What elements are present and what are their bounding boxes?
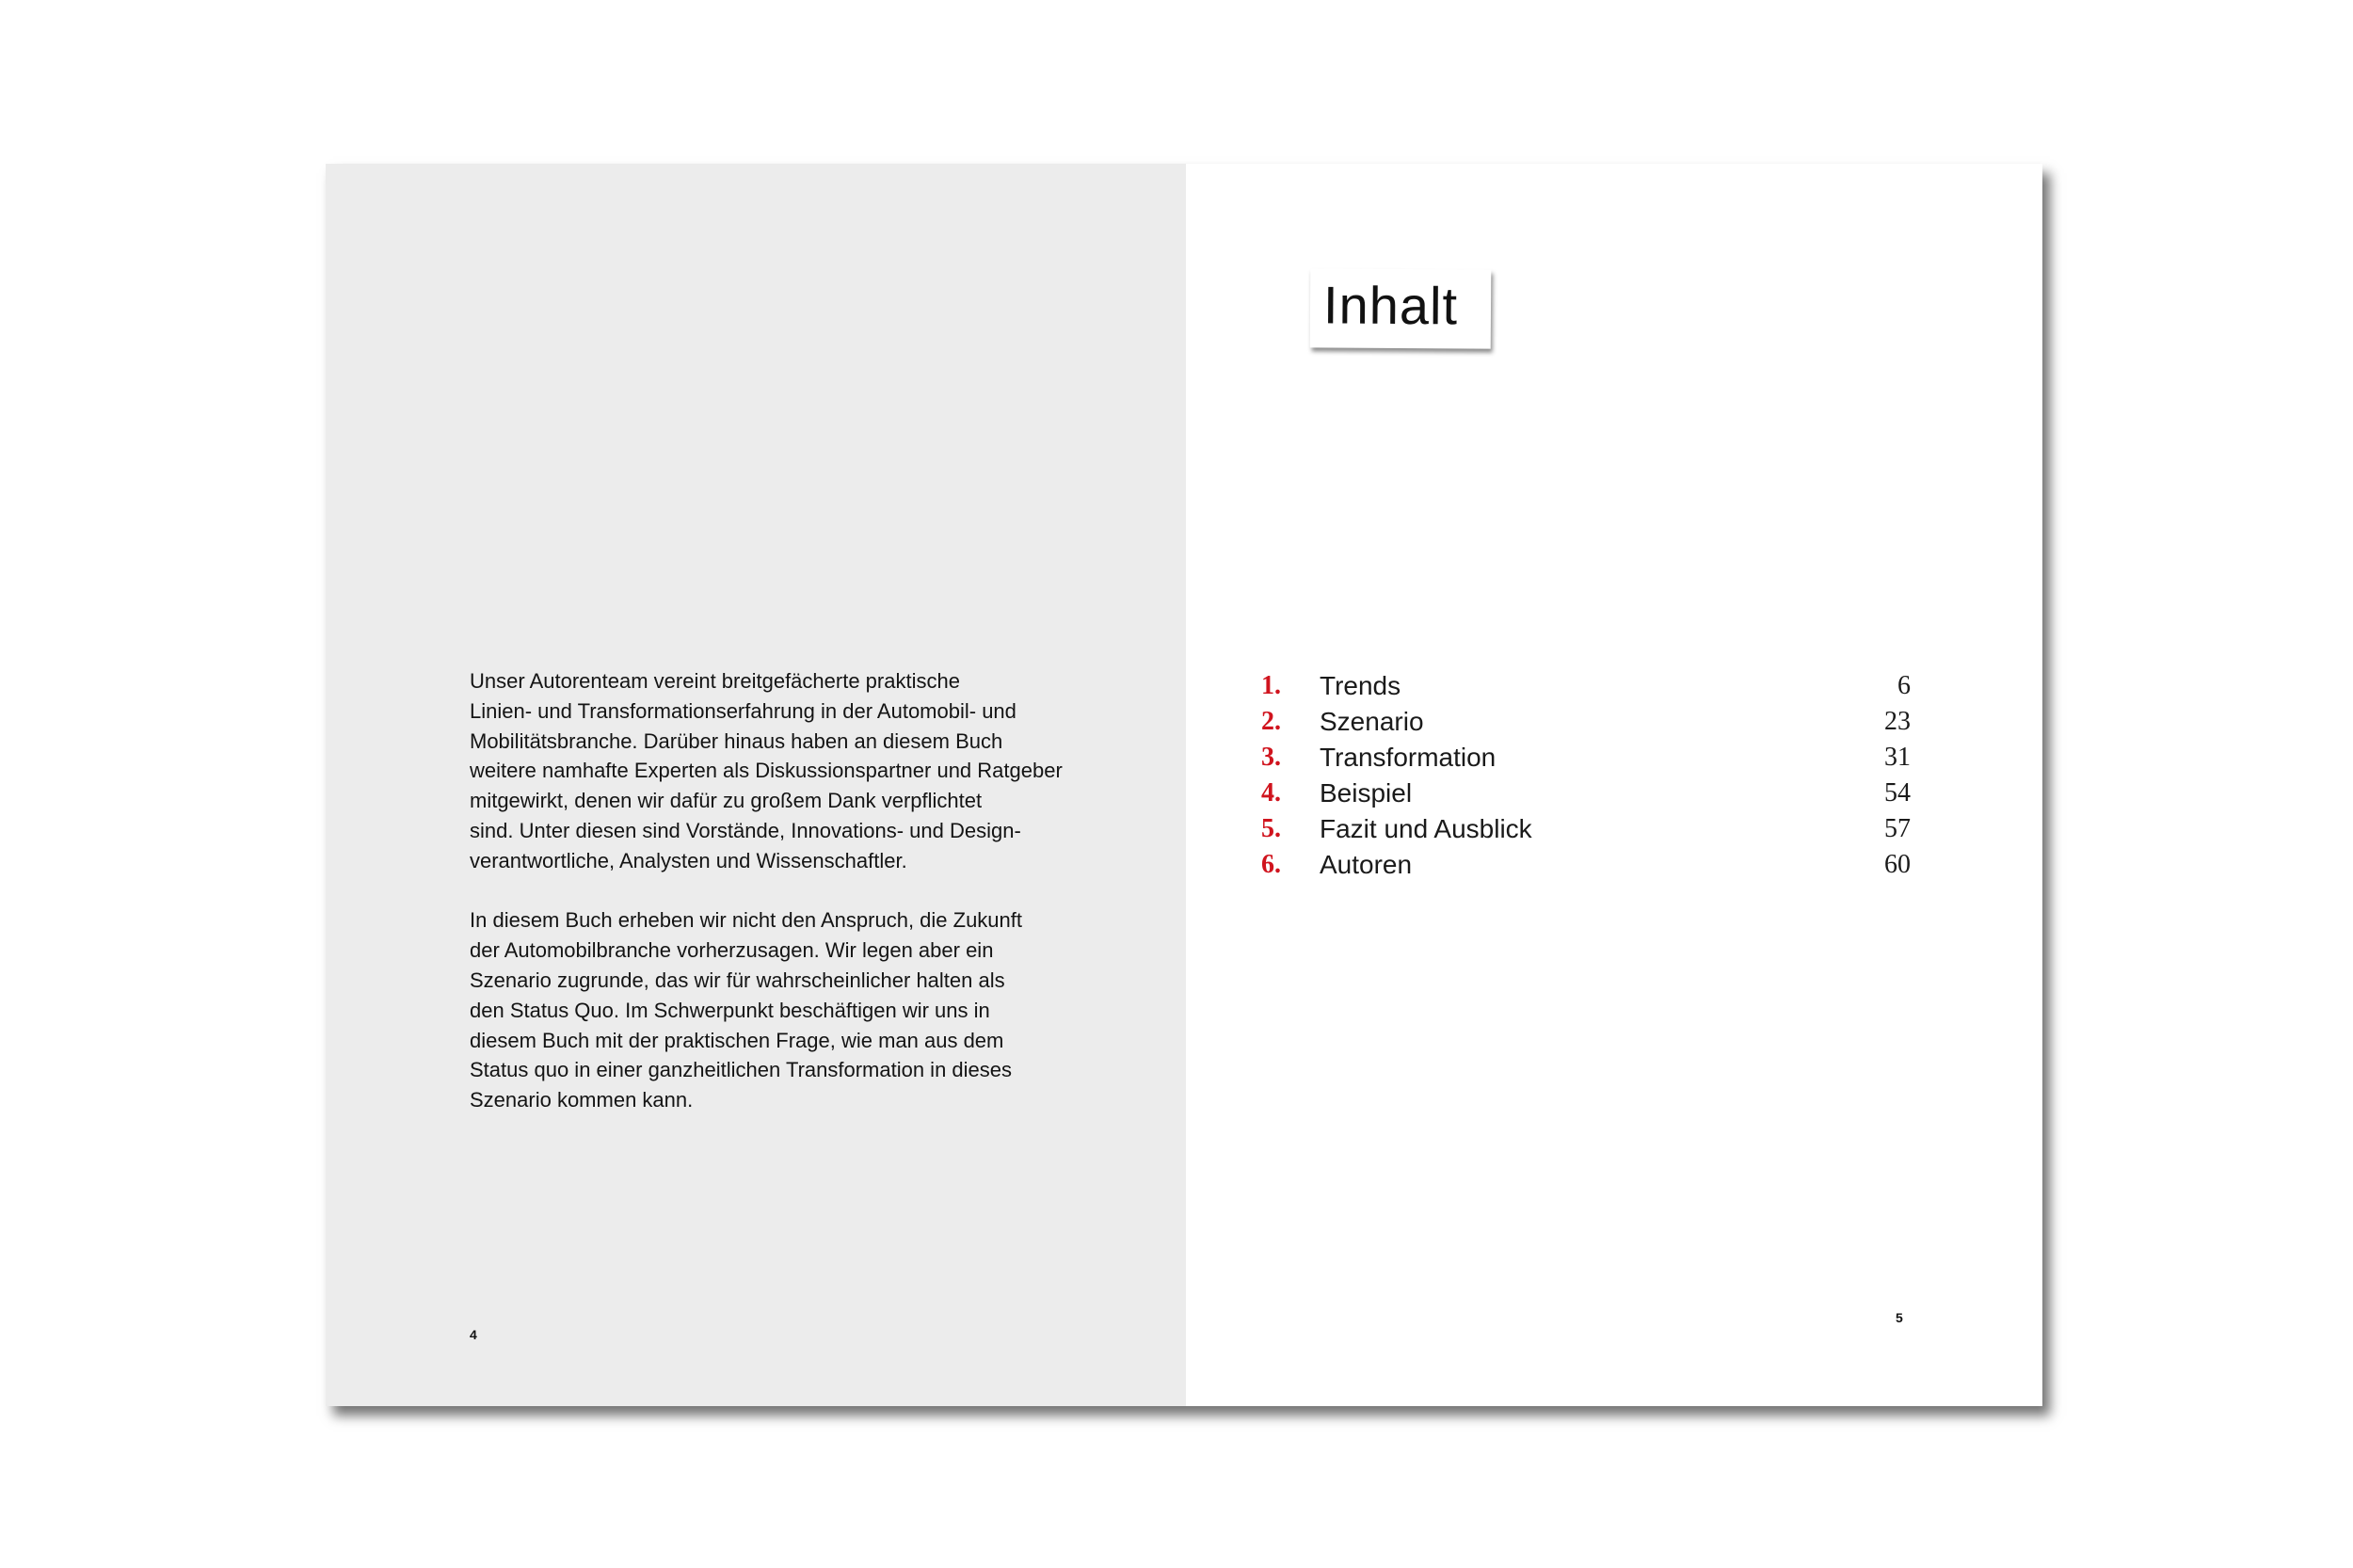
toc-row[interactable]: [1261, 704, 1911, 740]
toc-row[interactable]: [1261, 847, 1911, 883]
toc-page: 31: [1884, 743, 1911, 772]
intro-text: [470, 666, 1081, 1115]
toc-page: 6: [1897, 671, 1911, 700]
toc-page: 54: [1884, 778, 1911, 808]
left-page: [326, 164, 1186, 1406]
toc-row[interactable]: [1261, 811, 1911, 847]
toc-title: Autoren: [1320, 850, 1413, 879]
toc-number: 1.: [1261, 671, 1281, 700]
page-number-right: 5: [1896, 1310, 1903, 1325]
toc-number: 4.: [1261, 778, 1281, 808]
toc-row[interactable]: [1261, 740, 1911, 776]
toc-number: 2.: [1261, 707, 1281, 736]
toc-row[interactable]: [1261, 776, 1911, 811]
toc-title: Fazit und Ausblick: [1320, 814, 1532, 843]
toc-page: 57: [1884, 814, 1911, 843]
toc-title: Transformation: [1320, 743, 1497, 772]
page-title: Inhalt: [1322, 275, 1459, 336]
toc-title: Beispiel: [1320, 778, 1413, 808]
toc-title: Szenario: [1320, 707, 1424, 736]
toc-number: 6.: [1261, 850, 1281, 879]
intro-paragraph-2: In diesem Buch erheben wir nicht den Anspruch, die Zukunft der Automobilbranche vorherzusagen. Wir legen aber ein Szenario zugrunde, das wir für wahrscheinlicher halten als den Status Quo. Im Schwerpunkt beschäftigen wir uns in diesem Buch mit der praktischen Frage, wie man aus dem Status quo in einer ganzheitlichen Transformation in dieses Szenario kommen kann.: [470, 908, 1023, 1112]
intro-paragraph-1: Unser Autorenteam vereint breitgefächerte praktische Linien- und Transformationserfahrung in der Automobil- und Mobilitätsbranche. Darüber hinaus haben an diesem Buch weitere namhafte Experten als Diskussionspartner und Ratgeber mitgewirkt, denen wir dafür zu großem Dank verpflichtet sind. Unter diesen sind Vorstände, Innovations- und Design- verantwortliche, Analysten und Wissenschaftler.: [470, 669, 1063, 872]
toc-number: 5.: [1261, 814, 1281, 843]
table-of-contents: [1261, 668, 1911, 883]
toc-row[interactable]: [1261, 668, 1911, 704]
toc-number: 3.: [1261, 743, 1281, 772]
toc-page: 23: [1884, 707, 1911, 736]
toc-page: 60: [1884, 850, 1911, 879]
page-number-left: 4: [470, 1327, 477, 1342]
toc-title: Trends: [1320, 671, 1401, 700]
title-card: [1310, 268, 1492, 348]
